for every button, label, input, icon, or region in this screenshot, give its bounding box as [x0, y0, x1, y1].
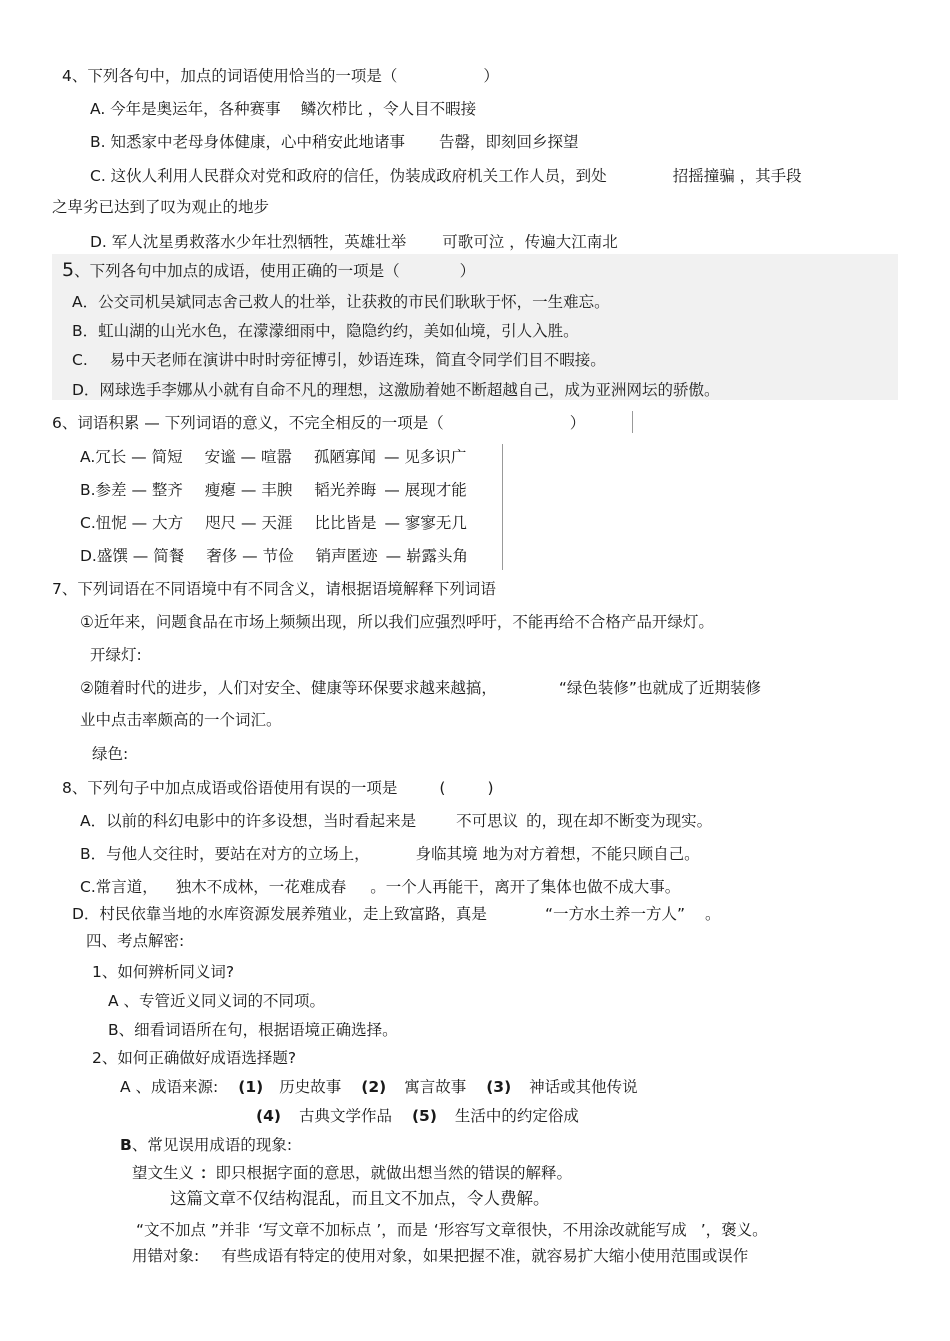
point-1-heading: 1、如何辨析同义词? — [92, 963, 235, 981]
q4-option-b: B. 知悉家中老母身体健康，心中稍安此地诸事 告罄，即刻回乡探望 — [90, 133, 579, 151]
point-2-heading: 2、如何正确做好成语选择题? — [92, 1049, 297, 1067]
idiom-sources-line-2: (4) 古典文学作品 (5) 生活中的约定俗成 — [256, 1107, 579, 1125]
misuse-example-sentence: 这篇文章不仅结构混乱，而且文不加点，令人费解。 — [170, 1189, 550, 1208]
q8-stem: 8、下列句子中加点成语或俗语使用有误的一项是 ( ) — [62, 779, 494, 797]
q6-stem: 6、词语积累 — 下列词语的意义，不完全相反的一项是（ ） — [52, 414, 586, 432]
q7-sentence-1: ①近年来，问题食品在市场上频频出现，所以我们应强烈呼吁，不能再给不合格产品开绿灯。 — [80, 613, 714, 631]
misuse-explanation: “文不加点 ”并非 ‘写文章不加标点 ’，而是 ‘形容写文章很快，不用涂改就能写成 ’，褒义。 — [136, 1221, 768, 1239]
q5-option-a: A．公交司机吴斌同志舍己救人的壮举，让获救的市民们耿耿于怀，一生难忘。 — [72, 293, 610, 311]
section-4-title: 四、考点解密: — [86, 932, 185, 950]
divider — [632, 411, 633, 433]
divider — [502, 444, 503, 570]
q7-answer-label-2: 绿色: — [92, 745, 129, 763]
q5-option-d: D．网球选手李娜从小就有自命不凡的理想，这激励着她不断超越自己，成为亚洲网坛的骄傲。 — [72, 381, 720, 399]
q6-row-d: D.盛馔 — 简餐 奢侈 — 节俭 销声匿迹 — 崭露头角 — [80, 547, 469, 565]
q4-option-c: C. 这伙人利用人民群众对党和政府的信任，伪装成政府机关工作人员，到处 招摇撞骗 ，其手段 — [90, 167, 802, 185]
q8-option-b: B．与他人交往时，要站在对方的立场上， 身临其境 地为对方着想，不能只顾自己。 — [80, 845, 700, 863]
q8-option-d: D．村民依靠当地的水库资源发展养殖业，走上致富路，真是 “一方水土养一方人” 。 — [72, 905, 721, 923]
q6-row-b: B.参差 — 整齐 瘦瘪 — 丰腴 韬光养晦 — 展现才能 — [80, 481, 467, 499]
q4-stem: 4、下列各句中，加点的词语使用恰当的一项是（ ） — [62, 67, 499, 85]
point-1-item-a: A 、专管近义同义词的不同项。 — [108, 992, 326, 1010]
q5-option-c: C. 易中天老师在演讲中时时旁征博引，妙语连珠，简直令同学们目不暇接。 — [72, 351, 606, 369]
q4-option-c-cont: 之卑劣已达到了叹为观止的地步 — [52, 198, 270, 216]
misuse-heading: B、常见误用成语的现象: — [120, 1136, 293, 1154]
q8-option-c: C.常言道， 独木不成林，一花难成春 。一个人再能干，离开了集体也做不成大事。 — [80, 878, 681, 896]
q8-option-a: A．以前的科幻电影中的许多设想，当时看起来是 不可思议 的，现在却不断变为现实。 — [80, 812, 713, 830]
idiom-sources-line-1: A 、成语来源: (1) 历史故事 (2) 寓言故事 (3) 神话或其他传说 — [120, 1078, 638, 1096]
q5-option-b: B．虹山湖的山光水色，在濛濛细雨中，隐隐约约，美如仙境，引人入胜。 — [72, 322, 579, 340]
q7-stem: 7、下列词语在不同语境中有不同含义，请根据语境解释下列词语 — [52, 580, 496, 598]
q7-sentence-2: ②随着时代的进步，人们对安全、健康等环保要求越来越搞， “绿色装修”也就成了近期装修 — [80, 679, 761, 697]
q6-row-a: A.冗长 — 简短 安谧 — 喧嚣 孤陋寡闻 — 见多识广 — [80, 448, 467, 466]
q7-sentence-2-cont: 业中点击率颇高的一个词汇。 — [80, 711, 282, 729]
q7-answer-label-1: 开绿灯: — [90, 646, 142, 664]
q5-stem: 5、下列各句中加点的成语，使用正确的一项是（ ） — [62, 259, 476, 281]
misuse-wrong-object: 用错对象: 有些成语有特定的使用对象，如果把握不准，就容易扩大缩小使用范围或误作 — [132, 1247, 749, 1265]
q4-option-d: D. 军人沈星勇救落水少年壮烈牺牲，英雄壮举 可歌可泣 ，传遍大江南北 — [90, 233, 618, 251]
q6-row-c: C.忸怩 — 大方 咫尺 — 天涯 比比皆是 — 寥寥无几 — [80, 514, 467, 532]
point-1-item-b: B、细看词语所在句，根据语境正确选择。 — [108, 1021, 398, 1039]
q4-option-a: A. 今年是奥运年，各种赛事 鳞次栉比 ，令人目不暇接 — [90, 100, 477, 118]
misuse-literal-reading: 望文生义 ：即只根据字面的意思，就做出想当然的错误的解释。 — [132, 1164, 573, 1182]
